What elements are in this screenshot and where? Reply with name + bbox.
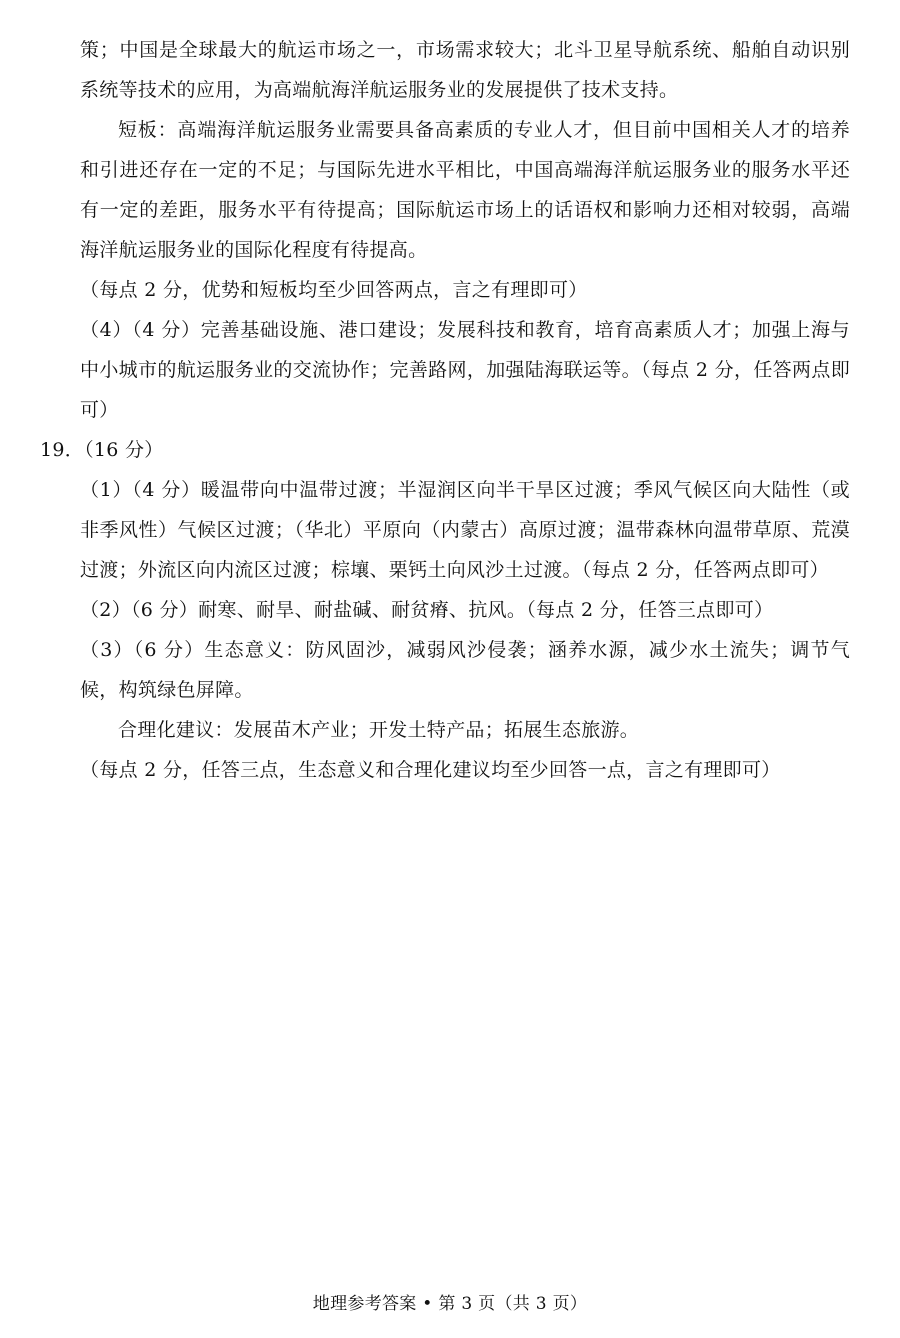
answer-q19-1: （1）（4 分）暖温带向中温带过渡；半湿润区向半干旱区过渡；季风气候区向大陆性（或非季风性）气候区过渡；（华北）平原向（内蒙古）高原过渡；温带森林向温带草原、荒漠过渡；外流区向内流区过渡；棕壤、栗钙土向风沙土过渡。（每点 2 分，任答两点即可） [80,479,850,581]
question-19-heading: 19．（16 分） [40,439,164,461]
scoring-note-q18-3: （每点 2 分，优势和短板均至少回答两点，言之有理即可） [80,279,588,301]
answer-q19-3: （3）（6 分）生态意义：防风固沙，减弱风沙侵袭；涵养水源，减少水土流失；调节气候，构筑绿色屏障。 [80,639,850,701]
page-footer: 地理参考答案 • 第 3 页（共 3 页） [312,1294,588,1314]
scoring-note-q19-3: （每点 2 分，任答三点，生态意义和合理化建议均至少回答一点，言之有理即可） [80,759,781,781]
answer-content [40,30,850,790]
answer-q19-2: （2）（6 分）耐寒、耐旱、耐盐碱、耐贫瘠、抗风。（每点 2 分，任答三点即可） [80,599,774,621]
suggestion-paragraph: 合理化建议：发展苗木产业；开发土特产品；拓展生态旅游。 [118,719,640,741]
answer-q18-4: （4）（4 分）完善基础设施、港口建设；发展科技和教育，培育高素质人才；加强上海与中小城市的航运服务业的交流协作；完善路网，加强陆海联运等。（每点 2 分，任答两点即可） [80,319,850,421]
advantage-continued-paragraph: 策；中国是全球最大的航运市场之一，市场需求较大；北斗卫星导航系统、船舶自动识别系统等技术的应用，为高端航海洋航运服务业的发展提供了技术支持。 [80,39,850,101]
shortcoming-paragraph: 短板：高端海洋航运服务业需要具备高素质的专业人才，但目前中国相关人才的培养和引进还存在一定的不足；与国际先进水平相比，中国高端海洋航运服务业的服务水平还有一定的差距，服务水平有待提高；国际航运市场上的话语权和影响力还相对较弱，高端海洋航运服务业的国际化程度有待提高。 [80,119,850,261]
